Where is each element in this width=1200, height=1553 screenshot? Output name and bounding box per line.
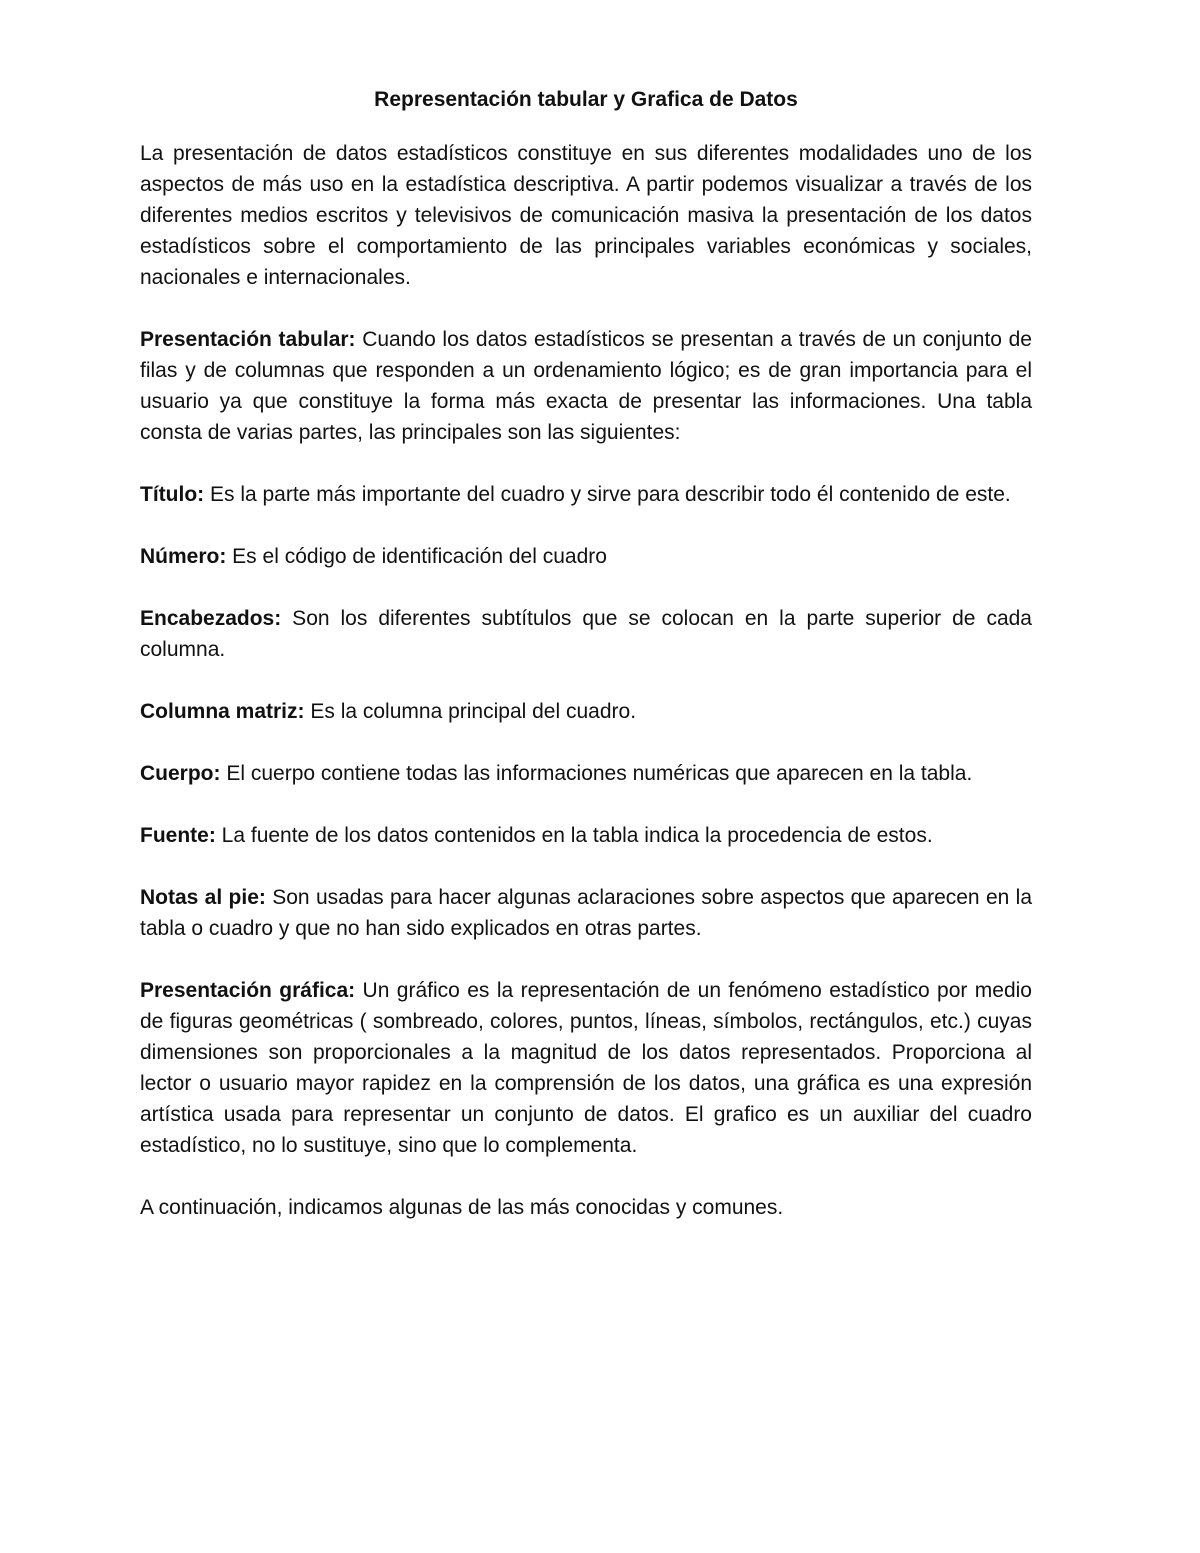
section-term: Presentación gráfica: <box>140 979 356 1002</box>
document-title: Representación tabular y Grafica de Datos <box>374 88 798 111</box>
document-page <box>140 84 1032 1254</box>
section-text: La fuente de los datos contenidos en la tabla indica la procedencia de estos. <box>215 824 933 847</box>
section-titulo <box>140 479 1032 510</box>
section-presentacion-grafica <box>140 975 1032 1161</box>
section-term: Fuente: <box>140 824 216 847</box>
section-text: Es el código de identificación del cuadro <box>226 545 607 568</box>
section-presentacion-tabular <box>140 324 1032 448</box>
section-encabezados <box>140 603 1032 665</box>
section-text: Cuando los datos estadísticos se presentan a través de un conjunto de filas y de columnas que responden a un ordenamiento lógico; es de gran importancia para el usuario ya que constituye la forma más exacta de presentar las informaciones. Una tabla consta de varias partes, las principales son las siguientes: <box>140 328 1032 444</box>
section-text: Son los diferentes subtítulos que se colocan en la parte superior de cada columna. <box>140 607 1032 661</box>
section-numero <box>140 541 1032 572</box>
section-term: Notas al pie: <box>140 886 266 909</box>
section-columna-matriz <box>140 696 1032 727</box>
section-text: Es la columna principal del cuadro. <box>304 700 637 723</box>
section-term: Columna matriz: <box>140 700 305 723</box>
section-text: Un gráfico es la representación de un fenómeno estadístico por medio de figuras geométricas ( sombreado, colores, puntos, líneas, símbolos, rectángulos, etc.) cuyas dimensiones son proporcionales a la magnitud de los datos representados. Proporciona al lector o usuario mayor rapidez en la comprensión de los datos, una gráfica es una expresión artística usada para representar un conjunto de datos. El grafico es un auxiliar del cuadro estadístico, no lo sustituye, sino que lo complementa. <box>140 979 1032 1157</box>
section-text: Son usadas para hacer algunas aclaraciones sobre aspectos que aparecen en la tabla o cuadro y que no han sido explicados en otras partes. <box>140 886 1032 940</box>
section-fuente <box>140 820 1032 851</box>
section-cuerpo <box>140 758 1032 789</box>
section-term: Presentación tabular: <box>140 328 356 351</box>
intro-paragraph: La presentación de datos estadísticos constituye en sus diferentes modalidades uno de los aspectos de más uso en la estadística descriptiva. A partir podemos visualizar a través de los diferentes medios escritos y televisivos de comunicación masiva la presentación de los datos estadísticos sobre el comportamiento de las principales variables económicas y sociales, nacionales e internacionales. <box>140 142 1032 289</box>
section-notas-al-pie <box>140 882 1032 944</box>
section-term: Título: <box>140 483 205 506</box>
closing-paragraph: A continuación, indicamos algunas de las más conocidas y comunes. <box>140 1196 784 1219</box>
section-term: Número: <box>140 545 227 568</box>
section-text: Es la parte más importante del cuadro y sirve para describir todo él contenido de este. <box>204 483 1011 506</box>
section-text: El cuerpo contiene todas las informaciones numéricas que aparecen en la tabla. <box>220 762 973 785</box>
section-term: Encabezados: <box>140 607 282 630</box>
section-term: Cuerpo: <box>140 762 221 785</box>
